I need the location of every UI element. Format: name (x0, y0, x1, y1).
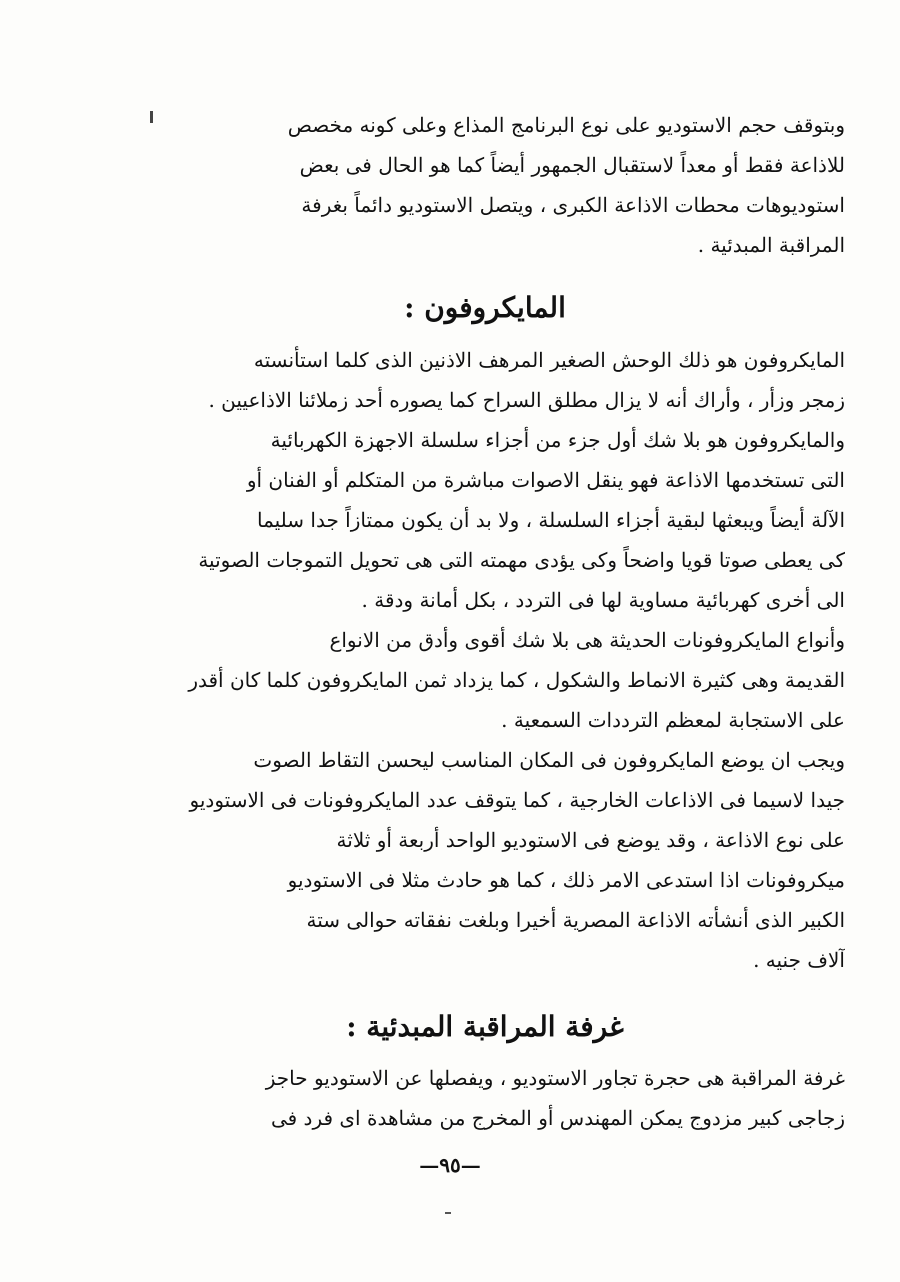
text-line: كى يعطى صوتا قويا واضحاً وكى يؤدى مهمته التى هى تحويل التموجات الصوتية (198, 548, 845, 572)
text-line: وأنواع المايكروفونات الحديثة هى بلا شك أقوى وأدق من الانواع (329, 628, 845, 652)
heading-microphone: المايكروفون : (404, 291, 566, 324)
text-line: استوديوهات محطات الاذاعة الكبرى ، ويتصل الاستوديو دائماً بغرفة (301, 193, 845, 217)
text-line: المراقبة المبدئية . (697, 233, 845, 257)
text-line: التى تستخدمها الاذاعة فهو ينقل الاصوات مباشرة من المتكلم أو الفنان أو (246, 468, 845, 492)
text-line: جيدا لاسيما فى الاذاعات الخارجية ، كما يتوقف عدد المايكروفونات فى الاستوديو (189, 788, 845, 812)
intro-paragraph (125, 105, 845, 265)
text-line: للاذاعة فقط أو معداً لاستقبال الجمهور أيضاً كما هو الحال فى بعض (299, 153, 845, 177)
text-line: ويجب ان يوضع المايكروفون فى المكان المناسب ليحسن التقاط الصوت (253, 748, 845, 772)
text-line: والمايكروفون هو بلا شك أول جزء من أجزاء سلسلة الاجهزة الكهربائية (270, 428, 845, 452)
text-line: المايكروفون هو ذلك الوحش الصغير المرهف الاذنين الذى كلما استأنسته (253, 348, 845, 372)
text-line: زمجر وزأر ، وأراك أنه لا يزال مطلق السراح كما يصوره أحد زملائنا الاذاعيين . (208, 388, 845, 412)
text-line: على الاستجابة لمعظم الترددات السمعية . (501, 708, 845, 732)
text-line: ميكروفونات اذا استدعى الامر ذلك ، كما هو حادث مثلا فى الاستوديو (287, 868, 845, 892)
text-line: زجاجى كبير مزدوج يمكن المهندس أو المخرج من مشاهدة اى فرد فى (270, 1106, 845, 1130)
text-line: الآلة أيضاً ويبعثها لبقية أجزاء السلسلة ، ولا بد أن يكون ممتازاً جدا سليما (256, 508, 845, 532)
text-line: وبتوقف حجم الاستوديو على نوع البرنامج المذاع وعلى كونه مخصص (287, 113, 845, 137)
page-number: —٩٥— (419, 1153, 481, 1177)
control-room-section (125, 1058, 845, 1138)
text-line: الى أخرى كهربائية مساوية لها فى التردد ، بكل أمانة ودقة . (361, 588, 845, 612)
text-line: الكبير الذى أنشأته الاذاعة المصرية أخيرا وبلغت نفقاته حوالى ستة (306, 908, 845, 932)
text-line: آلاف جنيه . (753, 948, 845, 972)
text-line: غرفة المراقبة هى حجرة تجاور الاستوديو ، ويفصلها عن الاستوديو حاجز (265, 1066, 845, 1090)
microphone-section (125, 340, 845, 980)
text-line: القديمة وهى كثيرة الانماط والشكول ، كما يزداد ثمن المايكروفون كلما كان أقدر (188, 668, 845, 692)
text-line: على نوع الاذاعة ، وقد يوضع فى الاستوديو الواحد أربعة أو ثلاثة (336, 828, 845, 852)
heading-control-room: غرفة المراقبة المبدئية : (346, 1010, 624, 1043)
scan-speck (445, 1212, 451, 1214)
